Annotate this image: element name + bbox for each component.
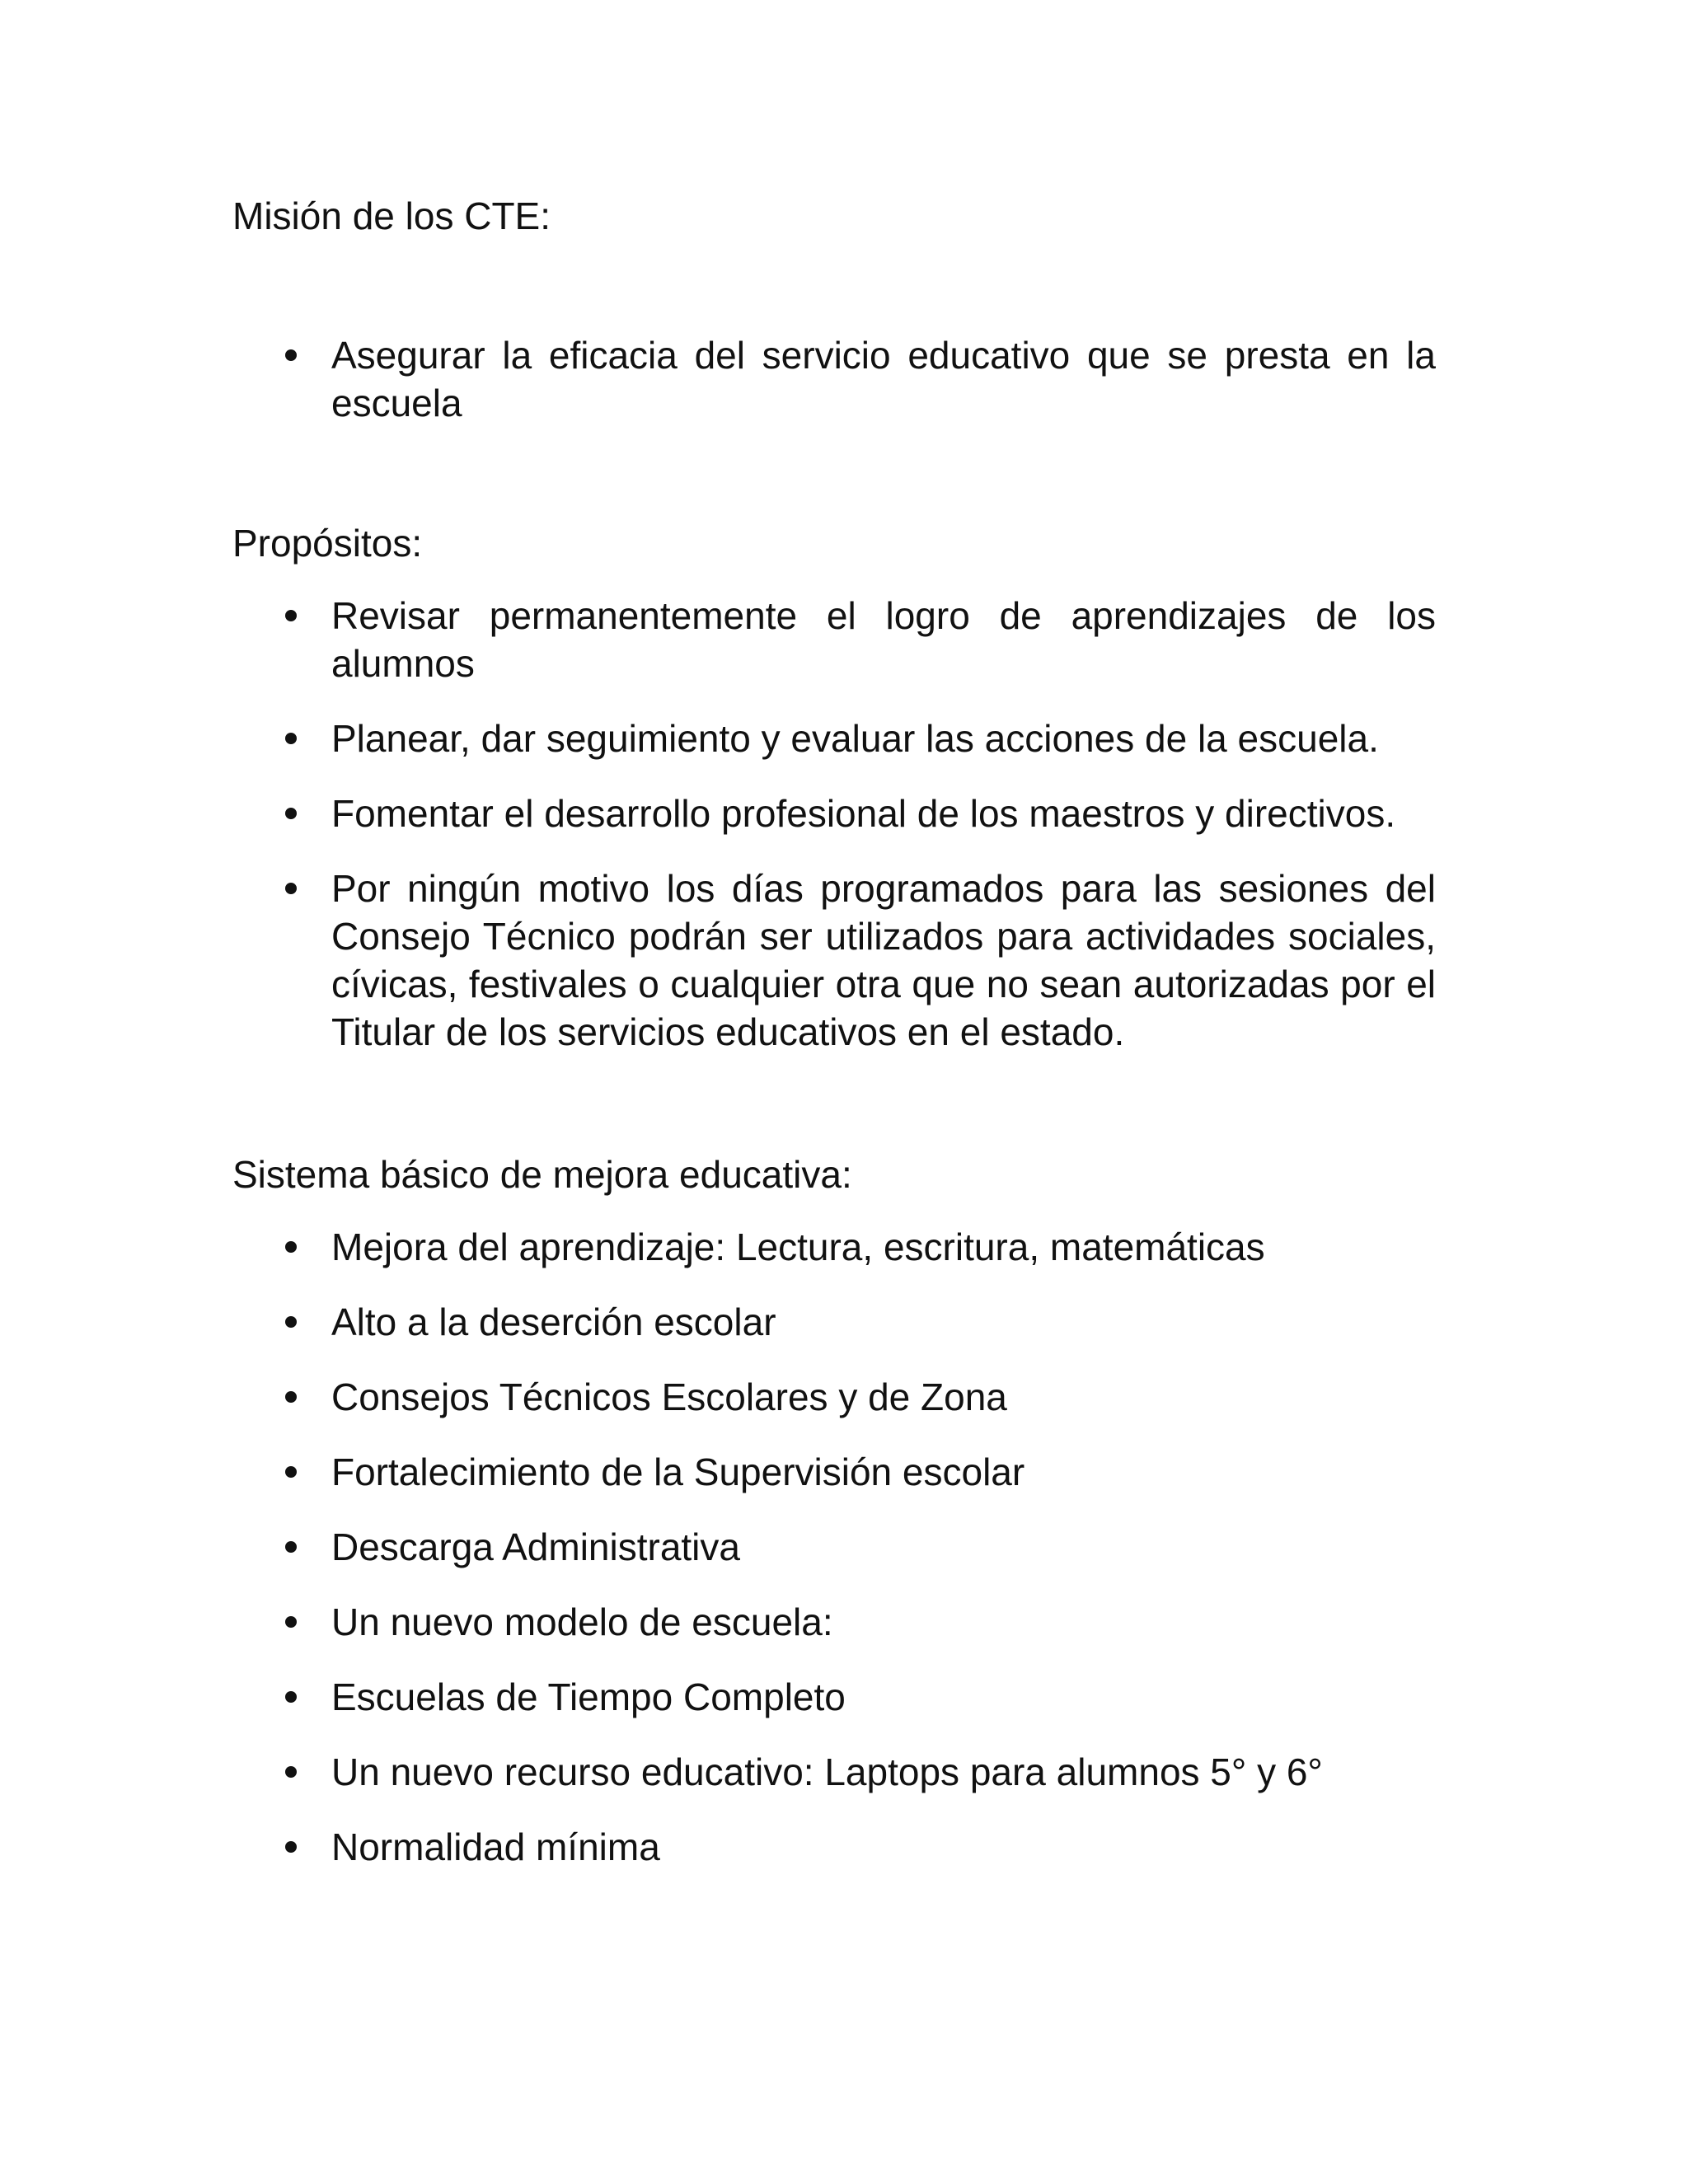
list-item: Por ningún motivo los días programados para las sesiones del Consejo Técnico podrán ser utilizados para actividades sociales, cívicas, festivales o cualquier otra que no sean autorizadas por el Titular de los servicios educativos en el estado. bbox=[232, 865, 1436, 1056]
list-item: Consejos Técnicos Escolares y de Zona bbox=[232, 1373, 1436, 1421]
bullet-icon bbox=[285, 1841, 297, 1853]
bullet-icon bbox=[285, 349, 297, 361]
propositos-heading: Propósitos: bbox=[232, 522, 423, 565]
sistema-heading: Sistema básico de mejora educativa: bbox=[232, 1153, 852, 1196]
bullet-icon bbox=[285, 1316, 297, 1328]
list-item: Normalidad mínima bbox=[232, 1823, 1436, 1871]
list-item: Escuelas de Tiempo Completo bbox=[232, 1673, 1436, 1721]
list-item: Planear, dar seguimiento y evaluar las acciones de la escuela. bbox=[232, 715, 1436, 762]
bullet-icon bbox=[285, 733, 297, 744]
list-item: Un nuevo modelo de escuela: bbox=[232, 1598, 1436, 1646]
bullet-icon bbox=[285, 1541, 297, 1553]
sistema-list bbox=[232, 1223, 1436, 1898]
bullet-icon bbox=[285, 1766, 297, 1778]
bullet-icon bbox=[285, 808, 297, 819]
bullet-icon bbox=[285, 1241, 297, 1253]
list-item: Mejora del aprendizaje: Lectura, escritura, matemáticas bbox=[232, 1223, 1436, 1271]
mision-list bbox=[232, 331, 1436, 454]
list-item: Revisar permanentemente el logro de aprendizajes de los alumnos bbox=[232, 592, 1436, 687]
bullet-icon bbox=[285, 1616, 297, 1628]
bullet-icon bbox=[285, 1466, 297, 1478]
list-item: Fortalecimiento de la Supervisión escolar bbox=[232, 1448, 1436, 1496]
propositos-list bbox=[232, 592, 1436, 1083]
list-item: Alto a la deserción escolar bbox=[232, 1298, 1436, 1346]
bullet-icon bbox=[285, 883, 297, 894]
mision-heading: Misión de los CTE: bbox=[232, 194, 551, 237]
list-item: Fomentar el desarrollo profesional de los maestros y directivos. bbox=[232, 790, 1436, 837]
bullet-icon bbox=[285, 1691, 297, 1703]
list-item: Asegurar la eficacia del servicio educativo que se presta en la escuela bbox=[232, 331, 1436, 427]
list-item: Un nuevo recurso educativo: Laptops para alumnos 5° y 6° bbox=[232, 1748, 1436, 1796]
list-item: Descarga Administrativa bbox=[232, 1523, 1436, 1571]
bullet-icon bbox=[285, 1391, 297, 1403]
bullet-icon bbox=[285, 610, 297, 621]
